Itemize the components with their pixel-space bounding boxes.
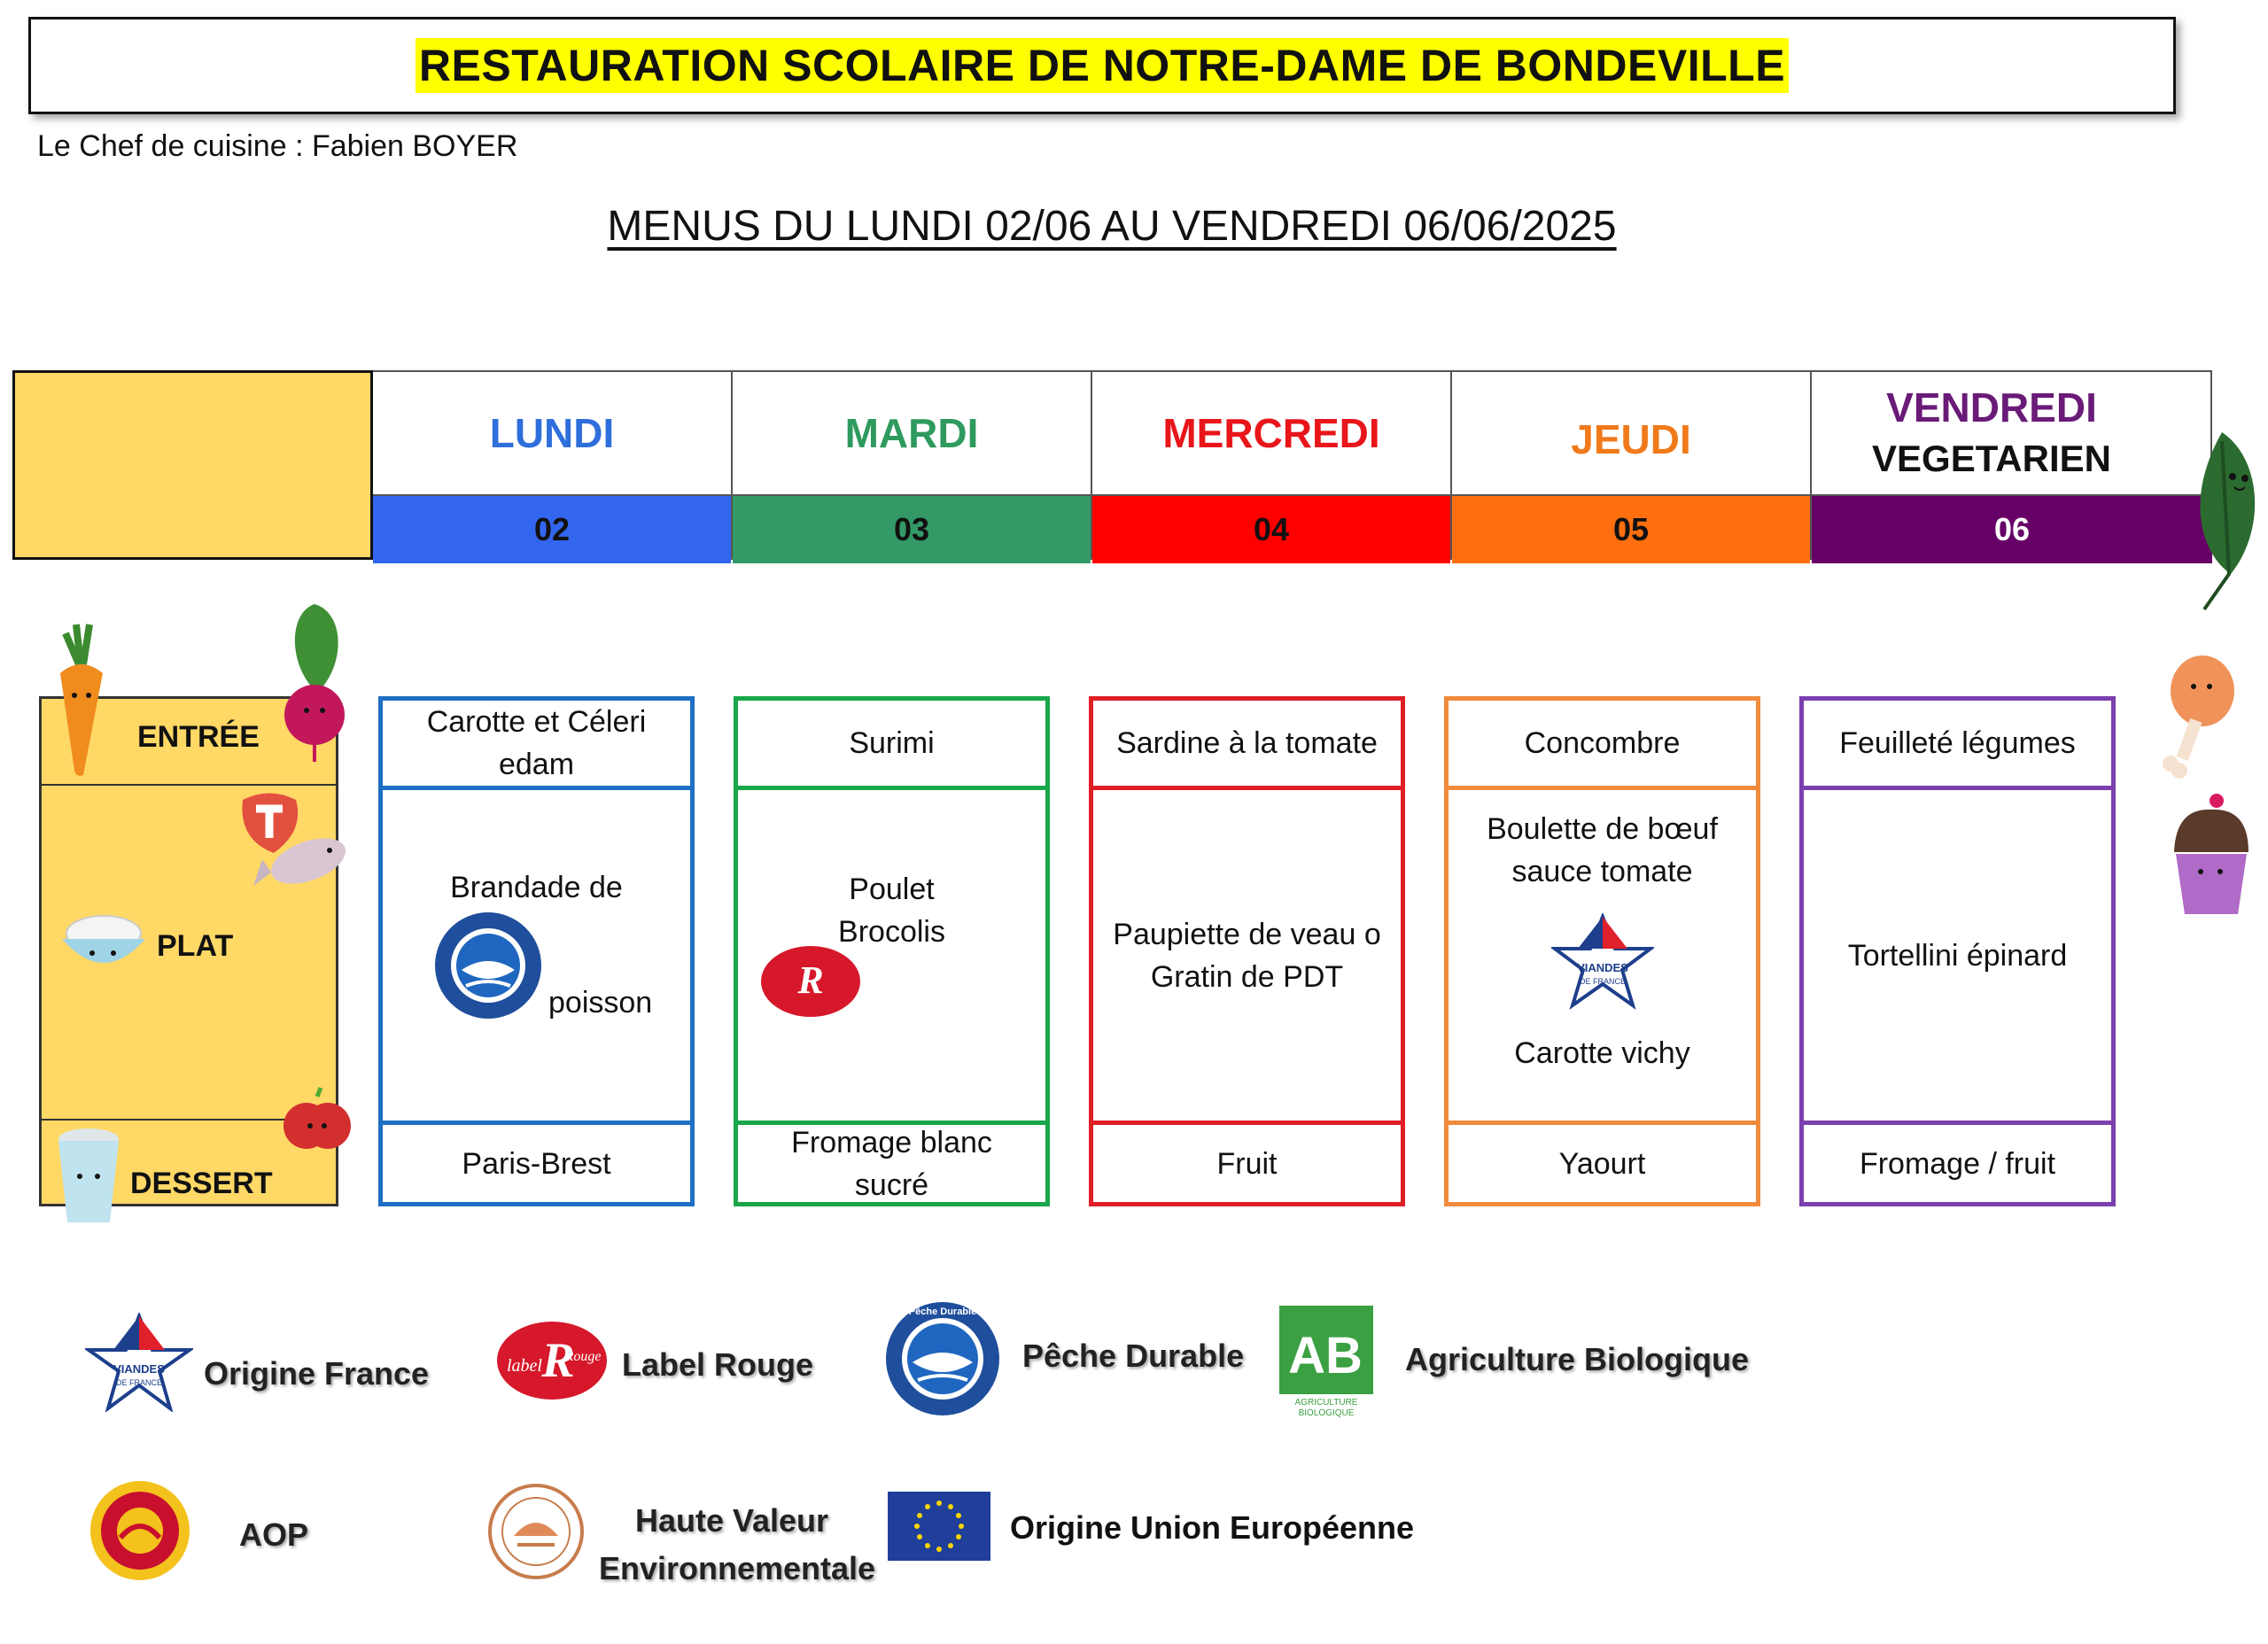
plat-line: Brocolis xyxy=(838,915,945,949)
plat-line: Boulette de bœuf xyxy=(1487,812,1718,846)
entree-line: edam xyxy=(498,748,575,781)
day-name: JEUDI xyxy=(1571,416,1691,462)
day-header-lundi xyxy=(373,370,733,560)
dessert-line: Fromage / fruit xyxy=(1859,1146,2056,1181)
carrot-icon xyxy=(50,620,112,779)
menu-box-vendredi xyxy=(1799,696,2116,1206)
chicken-leg-icon xyxy=(2158,647,2238,779)
day-subtitle: VEGETARIEN xyxy=(1872,438,2111,479)
plat-line: Tortellini épinard xyxy=(1847,938,2068,973)
day-name: MERCREDI xyxy=(1162,410,1380,456)
category-entree: ENTRÉE xyxy=(137,720,260,754)
dessert-line: sucré xyxy=(854,1167,929,1202)
menu-box-mercredi xyxy=(1089,696,1405,1206)
dessert-line: Fromage blanc xyxy=(791,1125,992,1159)
legend-origine-france: Origine France xyxy=(204,1355,430,1392)
eu-flag-icon xyxy=(888,1492,990,1561)
svg-text:R: R xyxy=(797,958,824,1002)
label-rouge-logo-icon xyxy=(757,942,864,1021)
day-header-mardi xyxy=(733,370,1092,560)
legend-label-rouge: Label Rouge xyxy=(622,1346,814,1383)
day-name: MARDI xyxy=(844,410,979,456)
origine-france-logo-icon xyxy=(85,1313,193,1412)
hve-logo-icon xyxy=(487,1483,585,1580)
label-rouge-logo-icon xyxy=(494,1318,610,1403)
agriculture-biologique-logo-icon xyxy=(1279,1306,1373,1417)
svg-text:Pêche Durable: Pêche Durable xyxy=(908,1307,977,1317)
svg-text:DE FRANCE: DE FRANCE xyxy=(1579,977,1627,986)
plat-line: sauce tomate xyxy=(1511,855,1693,888)
category-dessert: DESSERT xyxy=(130,1167,273,1200)
plat-line: Carotte vichy xyxy=(1514,1036,1690,1070)
plat-line: Poulet xyxy=(849,872,935,906)
plat-line: Brandade de xyxy=(450,871,623,904)
day-header-jeudi xyxy=(1452,370,1812,560)
day-name: VENDREDI xyxy=(1886,384,2097,430)
aop-logo-icon xyxy=(89,1479,191,1582)
dessert-cell xyxy=(1093,1125,1401,1202)
entree-cell xyxy=(383,701,690,786)
day-name: LUNDI xyxy=(489,410,615,456)
plat-cell xyxy=(1804,790,2111,1121)
plat-line: poisson xyxy=(548,986,653,1020)
entree-line: Concombre xyxy=(1524,726,1681,760)
day-number: 04 xyxy=(1253,511,1290,547)
dessert-line: Paris-Brest xyxy=(462,1146,611,1181)
radish-icon xyxy=(275,595,354,764)
legend-aop: AOP xyxy=(239,1516,309,1553)
entree-cell xyxy=(1449,701,1756,786)
day-header-mercredi xyxy=(1092,370,1452,560)
plat-line: Gratin de PDT xyxy=(1150,959,1344,994)
dessert-cell xyxy=(1449,1125,1756,1202)
svg-text:AB: AB xyxy=(1288,1327,1363,1384)
legend-agriculture-biologique: Agriculture Biologique xyxy=(1405,1341,1750,1377)
day-number: 05 xyxy=(1612,511,1650,547)
svg-text:VIANDES: VIANDES xyxy=(113,1362,165,1376)
peche-durable-logo-icon xyxy=(882,1299,1003,1419)
entree-cell xyxy=(1804,701,2111,786)
title-banner xyxy=(28,17,2176,114)
day-number: 06 xyxy=(1993,511,2031,547)
legend-peche-durable: Pêche Durable xyxy=(1022,1338,1245,1374)
svg-text:label: label xyxy=(507,1356,542,1376)
menu-box-mardi xyxy=(734,696,1050,1206)
entree-line: Carotte et Céleri xyxy=(426,705,647,739)
entree-cell xyxy=(1093,701,1401,786)
legend-hve: Haute Valeur Environnementale xyxy=(599,1502,876,1586)
chef-name: Le Chef de cuisine : Fabien BOYER xyxy=(37,129,518,163)
entree-line: Surimi xyxy=(849,726,935,760)
plat-cell xyxy=(1093,790,1401,1121)
page-title: RESTAURATION SCOLAIRE DE NOTRE-DAME DE BONDEVILLE xyxy=(416,38,1789,93)
menu-box-lundi xyxy=(378,696,695,1206)
cupcake-icon xyxy=(2167,790,2256,923)
dessert-line: Fruit xyxy=(1216,1146,1278,1181)
dessert-cell xyxy=(383,1125,690,1202)
entree-line: Sardine à la tomate xyxy=(1116,726,1378,760)
viandes-de-france-logo-icon xyxy=(1551,913,1654,1011)
table-corner-cell xyxy=(12,370,373,560)
day-header-vendredi xyxy=(1812,370,2212,560)
dessert-line: Yaourt xyxy=(1558,1146,1646,1181)
svg-text:Rouge: Rouge xyxy=(564,1349,602,1364)
svg-text:VIANDES: VIANDES xyxy=(1577,961,1628,974)
fish-icon xyxy=(245,824,351,903)
svg-text:R: R xyxy=(541,1333,575,1388)
svg-text:DE FRANCE: DE FRANCE xyxy=(115,1378,163,1387)
category-plat: PLAT xyxy=(157,929,234,963)
day-number: 03 xyxy=(893,511,930,547)
yogurt-icon xyxy=(53,1123,124,1228)
dessert-cell xyxy=(738,1125,1045,1202)
apple-icon xyxy=(282,1086,353,1157)
day-number: 02 xyxy=(533,511,571,547)
menu-week-title: MENUS DU LUNDI 02/06 AU VENDREDI 06/06/2025 xyxy=(607,203,1617,250)
svg-text:BIOLOGIQUE: BIOLOGIQUE xyxy=(1298,1408,1355,1417)
legend-origine-ue: Origine Union Européenne xyxy=(1010,1509,1415,1546)
spinach-leaf-icon xyxy=(2178,423,2266,618)
entree-cell xyxy=(738,701,1045,786)
menu-box-jeudi xyxy=(1444,696,1760,1206)
peche-durable-logo-icon xyxy=(431,908,546,1023)
rice-bowl-icon xyxy=(55,907,152,978)
plat-line: Paupiette de veau o xyxy=(1113,917,1381,951)
dessert-cell xyxy=(1804,1125,2111,1202)
svg-text:AGRICULTURE: AGRICULTURE xyxy=(1294,1398,1358,1407)
entree-line: Feuilleté légumes xyxy=(1839,726,2076,760)
